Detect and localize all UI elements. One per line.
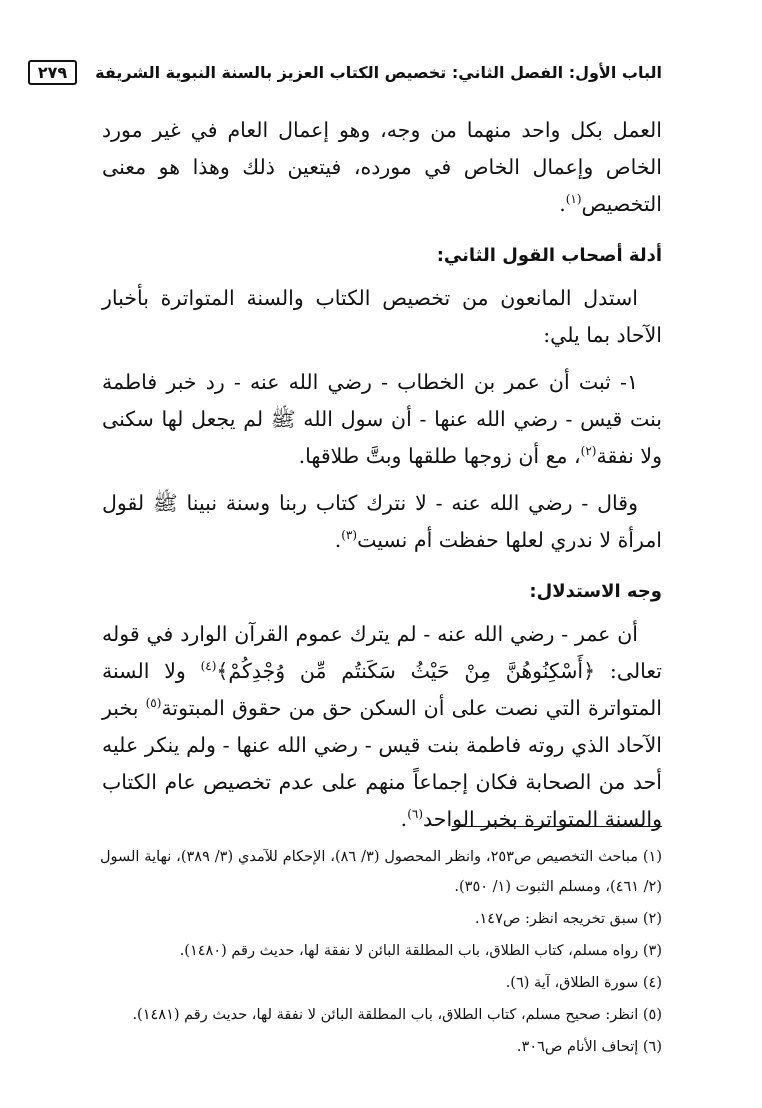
paragraph: استدل المانعون من تخصيص الكتاب والسنة المتواترة بأخبار الآحاد بما يلي: — [102, 286, 662, 347]
footnote-ref: (٥) — [145, 696, 162, 711]
footnote-ref: (٦) — [407, 807, 424, 822]
footnote-ref: (٣) — [341, 528, 358, 543]
footnote: (٦) إتحاف الأنام ص٣٠٦. — [516, 1039, 662, 1055]
chapter-title: الباب الأول: الفصل الثاني: تخصيص الكتاب العزيز بالسنة النبوية الشريفة — [95, 62, 662, 82]
footnote: (٢) سبق تخريجه انظر: ص١٤٧. — [474, 911, 662, 927]
section-heading: وجه الاستدلال: — [529, 581, 662, 602]
footnote: (٤) سورة الطلاق، آية (٦). — [505, 975, 662, 991]
page-number: ٢٧٩ — [28, 60, 77, 85]
footnote-ref: (٤) — [200, 659, 217, 674]
footnote-ref: (٢) — [580, 444, 597, 459]
footnote-ref: (١) — [565, 192, 582, 207]
paragraph: العمل بكل واحد منهما من وجه، وهو إعمال العام في غير مورد الخاص وإعمال الخاص في مورده، فيتعين ذلك وهذا هو معنى التخصيص$^{(١)}$. — [102, 118, 662, 216]
footnote-separator — [452, 826, 662, 827]
footnote: (٥) انظر: صحيح مسلم، كتاب الطلاق، باب المطلقة البائن لا نفقة لها، حديث رقم (١٤٨١). — [132, 1007, 662, 1023]
paragraph: وقال - رضي الله عنه - لا نترك كتاب ربنا وسنة نبينا ﷺ لقول امرأة لا ندري لعلها حفظت أم نسيت$^{(٣)}$. — [102, 491, 662, 552]
footnotes — [100, 842, 662, 1064]
footnote: (٣) رواه مسلم، كتاب الطلاق، باب المطلقة البائن لا نفقة لها، حديث رقم (١٤٨٠). — [179, 943, 662, 959]
section-heading: أدلة أصحاب القول الثاني: — [436, 245, 662, 266]
paragraph: أن عمر - رضي الله عنه - لم يترك عموم القرآن الوارد في قوله تعالى: ﴿أَسْكِنُوهُنَّ مِنْ حَيْثُ سَكَنتُم مِّن وُجْدِكُمْ﴾$^{(٤)}$ ولا السنة المتواترة التي نصت على أن السكن حق من حقوق المبتوتة$^{(٥)}$ بخبر الآحاد الذي روته فاطمة بنت قيس - رضي الله عنها - ولم ينكر عليه أحد من الصحابة فكان إجماعاً منهم على عدم تخصيص عام الكتاب والسنة المتواترة بخبر الواحد$^{(٦)}$. — [102, 622, 663, 831]
main-text — [102, 112, 662, 848]
running-header — [37, 55, 662, 89]
paragraph: ١- ثبت أن عمر بن الخطاب - رضي الله عنه - رد خبر فاطمة بنت قيس - رضي الله عنها - أن سول الله ﷺ لم يجعل لها سكنى ولا نفقة$^{(٢)}$، مع أن زوجها طلقها وبتَّ طلاقها. — [102, 370, 662, 468]
footnote: (١) مباحث التخصيص ص٢٥٣، وانظر المحصول (٣/ ٨٦)، الإحكام للآمدي (٣/ ٣٨٩)، نهاية السول (٢/ ٤٦١)، ومسلم الثبوت (١/ ٣٥٠). — [100, 849, 663, 895]
